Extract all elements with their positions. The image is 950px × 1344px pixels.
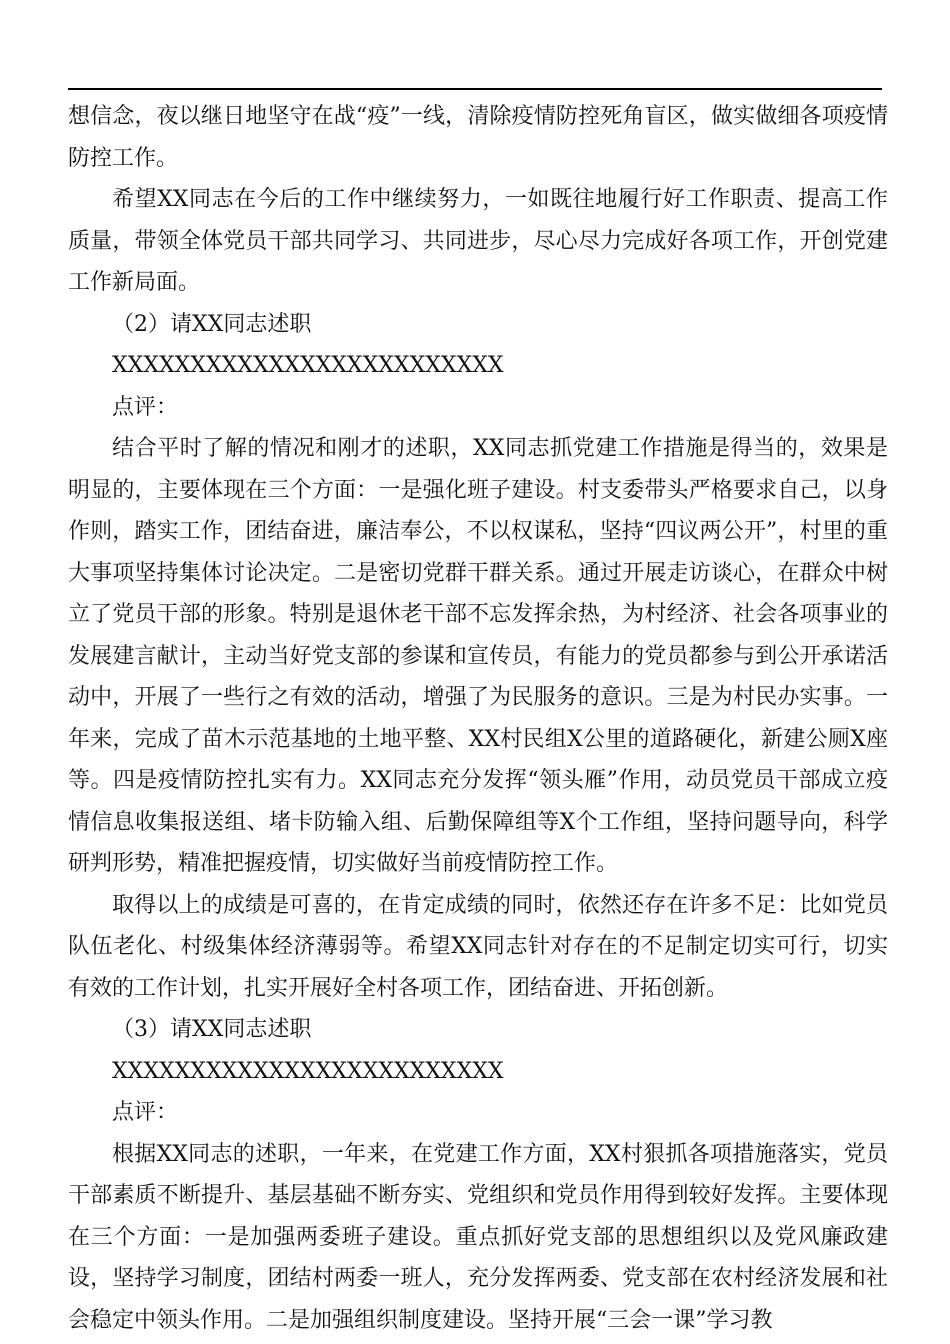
section-heading: （3）请XX同志述职 xyxy=(112,1017,312,1042)
document-body xyxy=(68,96,888,1341)
comment-label: 点评： xyxy=(112,394,179,420)
section-heading: （2）请XX同志述职 xyxy=(112,311,312,337)
paragraph: 希望XX同志在今后的工作中继续努力，一如既往地履行好工作职责、提高工作质量，带领全体党员干部共同学习、共同进步，尽心尽力完成好各项工作，开创党建工作新局面。 xyxy=(68,187,888,295)
placeholder-line: XXXXXXXXXXXXXXXXXXXXXXXXX xyxy=(112,1058,504,1084)
comment-label: 点评： xyxy=(112,1100,179,1125)
paragraph: 根据XX同志的述职，一年来，在党建工作方面，XX村狠抓各项措施落实，党员干部素质不断提升、基层基础不断夯实、党组织和党员作用得到较好发挥。主要体现在三个方面：一是加强两委班子建设。重点抓好党支部的思想组织以及党风廉政建设，坚持学习制度，团结村两委一班人，充分发挥两委、党支部在农村经济发展和社会稳定中领头作用。二是加强组织制度建设。坚持开展“三会一课”学习教 xyxy=(68,1141,888,1333)
paragraph: 想信念，夜以继日地坚守在战“疫”一线，清除疫情防控死角盲区，做实做细各项疫情防控工作。 xyxy=(68,104,888,171)
header-rule xyxy=(68,88,882,90)
paragraph: 结合平时了解的情况和刚才的述职，XX同志抓党建工作措施是得当的，效果是明显的，主要体现在三个方面：一是强化班子建设。村支委带头严格要求自己，以身作则，踏实工作，团结奋进，廉洁奉公，不以权谋私，坚持“四议两公开”，村里的重大事项坚持集体讨论决定。二是密切党群干群关系。通过开展走访谈心，在群众中树立了党员干部的形象。特别是退休老干部不忘发挥余热，为村经济、社会各项事业的发展建言献计，主动当好党支部的参谋和宣传员，有能力的党员都参与到公开承诺活动中，开展了一些行之有效的活动，增强了为民服务的意识。三是为村民办实事。一年来，完成了苗木示范基地的土地平整、XX村民组X公里的道路硬化，新建公厕X座等。四是疫情防控扎实有力。XX同志充分发挥“领头雁”作用，动员党员干部成立疫情信息收集报送组、堵卡防输入组、后勤保障组等X个工作组，坚持问题导向，科学研判形势，精准把握疫情，切实做好当前疫情防控工作。 xyxy=(68,436,888,876)
paragraph: 取得以上的成绩是可喜的，在肯定成绩的同时，依然还存在许多不足：比如党员队伍老化、村级集体经济薄弱等。希望XX同志针对存在的不足制定切实可行，切实有效的工作计划，扎实开展好全村各项工作，团结奋进、开拓创新。 xyxy=(68,892,888,1001)
placeholder-line: XXXXXXXXXXXXXXXXXXXXXXXXX xyxy=(112,353,504,378)
